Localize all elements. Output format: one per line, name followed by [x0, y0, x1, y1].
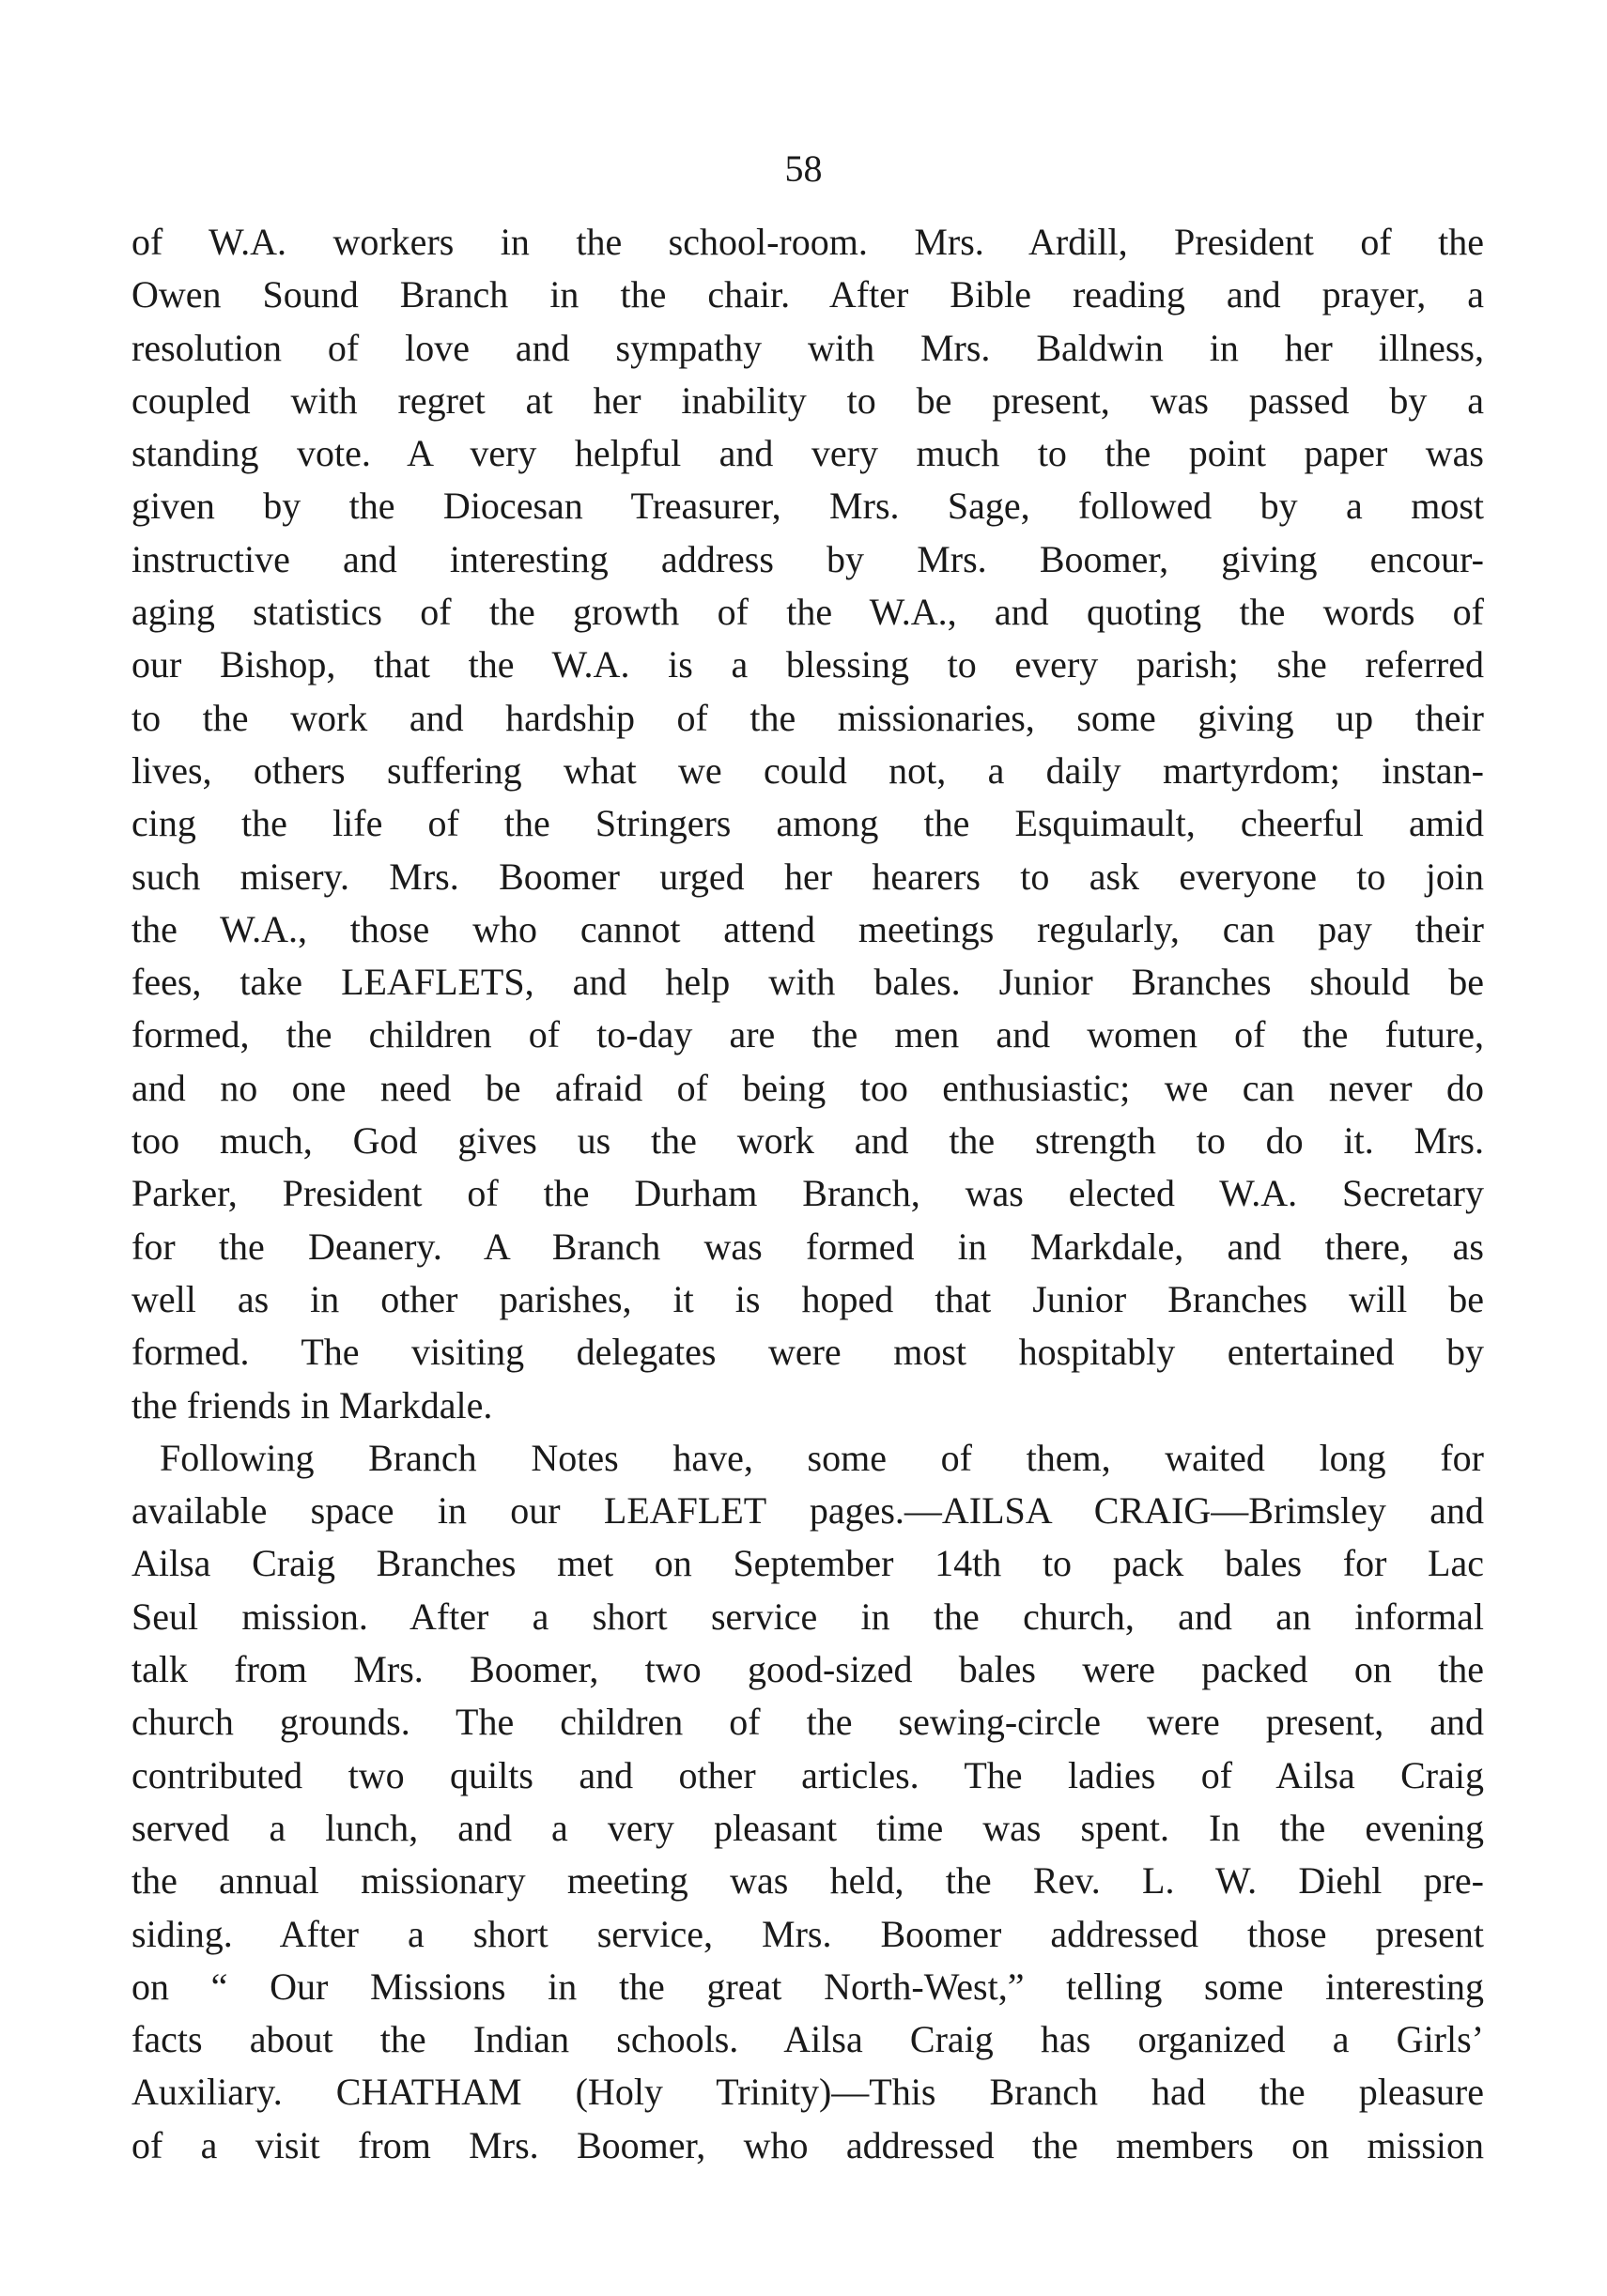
text-line: the annual missionary meeting was held, the Rev. L. W. Diehl pre-: [131, 1859, 1484, 1903]
text-line: talk from Mrs. Boomer, two good-sized bales were packed on the: [131, 1648, 1484, 1691]
text-line: Seul mission. After a short service in the church, and an informal: [131, 1595, 1484, 1638]
text-line: siding. After a short service, Mrs. Boomer addressed those present: [131, 1912, 1484, 1955]
text-line: facts about the Indian schools. Ailsa Craig has organized a Girls’: [131, 2018, 1484, 2061]
body-text: [131, 216, 1484, 2172]
page-number: 58: [784, 147, 823, 190]
text-line: well as in other parishes, it is hoped that Junior Branches will be: [131, 1277, 1484, 1320]
text-line: Auxiliary. CHATHAM (Holy Trinity)—This Branch had the pleasure: [131, 2071, 1484, 2114]
text-line: church grounds. The children of the sewing-circle were present, and: [131, 1701, 1484, 1744]
text-line: instructive and interesting address by Mrs. Boomer, giving encour-: [131, 537, 1484, 580]
text-line: Ailsa Craig Branches met on September 14th to pack bales for Lac: [131, 1542, 1484, 1585]
text-line: Parker, President of the Durham Branch, was elected W.A. Secretary: [131, 1172, 1484, 1215]
text-line: such misery. Mrs. Boomer urged her hearers to ask everyone to join: [131, 855, 1484, 898]
text-line: standing vote. A very helpful and very much to the point paper was: [131, 432, 1484, 475]
text-line: coupled with regret at her inability to be present, was passed by a: [131, 378, 1484, 422]
text-line: our Bishop, that the W.A. is a blessing to every parish; she referred: [131, 643, 1484, 686]
text-line: given by the Diocesan Treasurer, Mrs. Sage, followed by a most: [131, 485, 1484, 528]
text-line: cing the life of the Stringers among the Esquimault, cheerful amid: [131, 802, 1484, 845]
text-line: served a lunch, and a very pleasant time was spent. In the evening: [131, 1806, 1484, 1849]
text-line: and no one need be afraid of being too enthusiastic; we can never do: [131, 1066, 1484, 1109]
text-line: Following Branch Notes have, some of them, waited long for: [160, 1436, 1484, 1479]
text-line: formed. The visiting delegates were most hospitably entertained by: [131, 1331, 1484, 1374]
text-line: on “ Our Missions in the great North-West,” telling some interesting: [131, 1965, 1484, 2008]
text-line: Owen Sound Branch in the chair. After Bible reading and prayer, a: [131, 273, 1484, 316]
text-line: contributed two quilts and other articles. The ladies of Ailsa Craig: [131, 1753, 1484, 1796]
text-line: available space in our LEAFLET pages.—AILSA CRAIG—Brimsley and: [131, 1489, 1484, 1533]
text-line: lives, others suffering what we could not, a daily martyrdom; instan-: [131, 748, 1484, 792]
text-line: too much, God gives us the work and the strength to do it. Mrs.: [131, 1119, 1484, 1163]
text-line: aging statistics of the growth of the W.A., and quoting the words of: [131, 591, 1484, 634]
text-line: of a visit from Mrs. Boomer, who addressed the members on mission: [131, 2123, 1484, 2166]
text-line: for the Deanery. A Branch was formed in Markdale, and there, as: [131, 1225, 1484, 1268]
text-line: the friends in Markdale.: [131, 1383, 493, 1426]
text-line: resolution of love and sympathy with Mrs. Baldwin in her illness,: [131, 326, 1484, 369]
text-line: of W.A. workers in the school-room. Mrs. Ardill, President of the: [131, 221, 1484, 263]
text-line: fees, take LEAFLETS, and help with bales. Junior Branches should be: [131, 961, 1484, 1004]
text-line: to the work and hardship of the missionaries, some giving up their: [131, 696, 1484, 739]
text-line: formed, the children of to-day are the men and women of the future,: [131, 1013, 1484, 1056]
text-line: the W.A., those who cannot attend meetings regularly, can pay their: [131, 907, 1484, 950]
